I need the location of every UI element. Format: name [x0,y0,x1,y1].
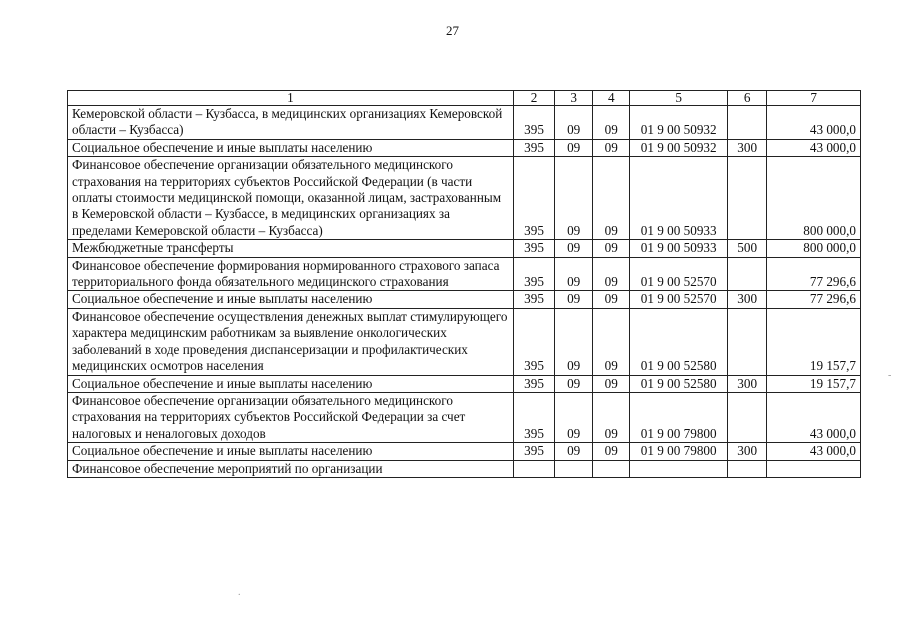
admin-code-cell: 395 [513,157,554,240]
expense-type-cell [728,106,767,140]
subsection-cell: 09 [593,443,630,460]
table-row [68,392,861,442]
amount-cell: 43 000,0 [767,106,861,140]
row-name-cell: Социальное обеспечение и иные выплаты населению [68,291,514,308]
table-row [68,106,861,140]
amount-cell [767,460,861,477]
row-name-cell: Кемеровской области – Кузбасса, в медицинских организациях Кемеровской области – Кузбасса) [68,106,514,140]
section-cell: 09 [555,106,593,140]
table-row [68,240,861,257]
subsection-cell [593,460,630,477]
expense-type-cell [728,460,767,477]
admin-code-cell: 395 [513,308,554,375]
amount-cell: 43 000,0 [767,443,861,460]
subsection-cell: 09 [593,308,630,375]
target-article-cell: 01 9 00 50933 [630,157,728,240]
column-header: 3 [555,91,593,106]
admin-code-cell: 395 [513,240,554,257]
expense-type-cell [728,257,767,291]
target-article-cell: 01 9 00 79800 [630,443,728,460]
column-header: 6 [728,91,767,106]
expense-type-cell: 500 [728,240,767,257]
table-row [68,157,861,240]
row-name-cell: Социальное обеспечение и иные выплаты населению [68,375,514,392]
target-article-cell [630,460,728,477]
admin-code-cell: 395 [513,106,554,140]
target-article-cell: 01 9 00 50932 [630,106,728,140]
section-cell: 09 [555,392,593,442]
expense-type-cell: 300 [728,291,767,308]
row-name-cell: Социальное обеспечение и иные выплаты населению [68,139,514,156]
amount-cell: 19 157,7 [767,375,861,392]
expense-type-cell: 300 [728,443,767,460]
amount-cell: 77 296,6 [767,291,861,308]
column-header: 2 [513,91,554,106]
target-article-cell: 01 9 00 52570 [630,291,728,308]
scan-speck: . [238,587,241,598]
table-body [68,106,861,478]
target-article-cell: 01 9 00 52580 [630,375,728,392]
table-row [68,308,861,375]
table-row [68,291,861,308]
section-cell: 09 [555,308,593,375]
budget-table [67,90,861,478]
column-header: 5 [630,91,728,106]
column-header: 7 [767,91,861,106]
page-number: 27 [446,23,459,38]
target-article-cell: 01 9 00 52570 [630,257,728,291]
section-cell: 09 [555,139,593,156]
column-header: 1 [68,91,514,106]
table-row [68,460,861,477]
admin-code-cell [513,460,554,477]
table-row [68,443,861,460]
expense-type-cell [728,392,767,442]
target-article-cell: 01 9 00 79800 [630,392,728,442]
admin-code-cell: 395 [513,392,554,442]
section-cell [555,460,593,477]
subsection-cell: 09 [593,139,630,156]
expense-type-cell [728,157,767,240]
subsection-cell: 09 [593,257,630,291]
table-header-row [68,91,861,106]
expense-type-cell [728,308,767,375]
section-cell: 09 [555,157,593,240]
amount-cell: 19 157,7 [767,308,861,375]
admin-code-cell: 395 [513,375,554,392]
expense-type-cell: 300 [728,375,767,392]
column-header: 4 [593,91,630,106]
target-article-cell: 01 9 00 50933 [630,240,728,257]
subsection-cell: 09 [593,106,630,140]
amount-cell: 800 000,0 [767,157,861,240]
amount-cell: 800 000,0 [767,240,861,257]
table-row [68,139,861,156]
row-name-cell: Финансовое обеспечение мероприятий по организации [68,460,514,477]
target-article-cell: 01 9 00 50932 [630,139,728,156]
row-name-cell: Финансовое обеспечение организации обязательного медицинского страхования на территориях субъектов Российской Федерации (в части оплаты стоимости медицинской помощи, оказанной лицам, застрахованным в Кемеровской области – Кузбассе, в медицинских организациях за пределами Кемеровской области – Кузбасса) [68,157,514,240]
subsection-cell: 09 [593,375,630,392]
row-name-cell: Финансовое обеспечение организации обязательного медицинского страхования на территориях субъектов Российской Федерации за счет налоговых и неналоговых доходов [68,392,514,442]
row-name-cell: Финансовое обеспечение формирования нормированного страхового запаса территориального фонда обязательного медицинского страхования [68,257,514,291]
section-cell: 09 [555,257,593,291]
admin-code-cell: 395 [513,291,554,308]
amount-cell: 77 296,6 [767,257,861,291]
row-name-cell: Социальное обеспечение и иные выплаты населению [68,443,514,460]
table-row [68,257,861,291]
admin-code-cell: 395 [513,443,554,460]
amount-cell: 43 000,0 [767,392,861,442]
admin-code-cell: 395 [513,257,554,291]
subsection-cell: 09 [593,157,630,240]
row-name-cell: Межбюджетные трансферты [68,240,514,257]
scan-speck: - [888,370,892,381]
target-article-cell: 01 9 00 52580 [630,308,728,375]
admin-code-cell: 395 [513,139,554,156]
amount-cell: 43 000,0 [767,139,861,156]
section-cell: 09 [555,291,593,308]
section-cell: 09 [555,443,593,460]
subsection-cell: 09 [593,291,630,308]
section-cell: 09 [555,240,593,257]
subsection-cell: 09 [593,392,630,442]
table-row [68,375,861,392]
section-cell: 09 [555,375,593,392]
row-name-cell: Финансовое обеспечение осуществления денежных выплат стимулирующего характера медицинским работникам за выявление онкологических заболеваний в ходе проведения диспансеризации и профилактических медицинских осмотров населения [68,308,514,375]
subsection-cell: 09 [593,240,630,257]
expense-type-cell: 300 [728,139,767,156]
